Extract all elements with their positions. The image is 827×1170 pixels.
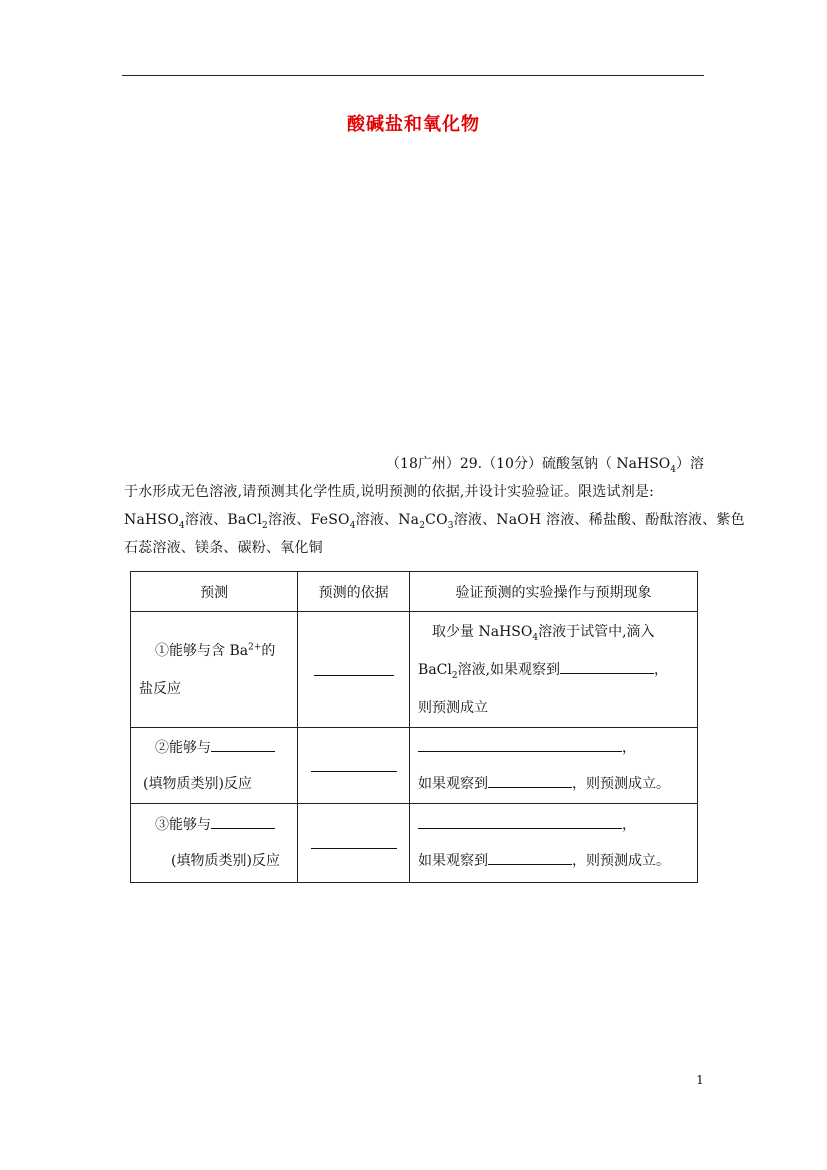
page-number: 1 <box>696 1073 704 1087</box>
operation-line: 则预测成立 <box>418 699 489 716</box>
operation-text: ，则预测成立。 <box>572 775 671 792</box>
operation-text: ，则预测成立。 <box>572 853 671 869</box>
operation-line <box>418 730 689 766</box>
subscript: 4 <box>178 520 185 531</box>
subscript: 4 <box>349 520 356 531</box>
operation-text: 溶液于试管中,滴入 <box>538 623 655 640</box>
operation-cell <box>410 612 698 728</box>
table-header: 预测的依据 <box>298 572 410 612</box>
operation-text: ， <box>654 661 669 678</box>
prediction-line <box>139 807 289 843</box>
prediction-line: (填物质类别)反应 <box>143 775 252 792</box>
prediction-line: (填物质类别)反应 <box>171 853 280 869</box>
operation-cell <box>410 728 698 804</box>
answer-blank[interactable] <box>311 833 397 849</box>
prediction-cell <box>131 804 298 883</box>
operation-line <box>418 807 689 843</box>
operation-line <box>418 843 689 879</box>
operation-text: ， <box>622 739 637 756</box>
subscript: 3 <box>447 520 454 531</box>
question-line-2: 于水形成无色溶液,请预测其化学性质,说明预测的依据,并设计实验验证。限选试剂是: <box>124 484 655 500</box>
answer-table <box>130 571 698 883</box>
question-text <box>124 450 745 562</box>
reagent-text: 溶液、Na <box>355 512 420 528</box>
prediction-text: 的 <box>261 642 276 659</box>
basis-cell <box>298 612 410 728</box>
prediction-text: ①能够与含 Ba <box>155 642 249 659</box>
table-header-row <box>131 572 698 612</box>
header-rule <box>122 75 704 76</box>
superscript: 2+ <box>248 641 262 652</box>
subscript: 2 <box>419 520 426 531</box>
subscript: 2 <box>451 670 458 681</box>
table-header: 验证预测的实验操作与预期现象 <box>410 572 698 612</box>
operation-line <box>418 766 689 802</box>
operation-text: 如果观察到 <box>418 853 489 869</box>
question-line-1-text: （18广州）29.（10分）硫酸氢钠（ NaHSO <box>386 456 671 472</box>
question-line-1-end: ）溶 <box>676 456 704 472</box>
reagent-text: 溶液、BaCl <box>184 512 263 528</box>
reagent-text: 溶液、FeSO <box>267 512 350 528</box>
reagent-text: 溶液、NaOH 溶液、稀盐酸、酚酞溶液、紫色 <box>453 512 745 528</box>
subscript: 4 <box>670 464 676 475</box>
answer-blank[interactable] <box>488 772 572 788</box>
answer-blank[interactable] <box>211 813 275 829</box>
prediction-text: ②能够与 <box>155 739 211 756</box>
prediction-cell <box>131 612 298 728</box>
operation-text: ， <box>622 817 637 833</box>
prediction-text: ③能够与 <box>155 817 211 833</box>
prediction-cell <box>131 728 298 804</box>
basis-cell <box>298 728 410 804</box>
basis-cell <box>298 804 410 883</box>
table-header: 预测 <box>131 572 298 612</box>
operation-text: 取少量 NaHSO <box>432 623 533 640</box>
operation-text: 如果观察到 <box>418 775 489 792</box>
prediction-line <box>139 632 289 670</box>
operation-line <box>418 651 689 689</box>
prediction-line: 盐反应 <box>139 680 181 697</box>
answer-blank[interactable] <box>488 849 572 865</box>
answer-blank[interactable] <box>560 658 654 674</box>
question-line-1 <box>124 450 704 478</box>
operation-text: BaCl <box>418 661 452 678</box>
answer-blank[interactable] <box>211 736 275 752</box>
subscript: 4 <box>532 632 539 643</box>
subscript: 2 <box>262 520 268 531</box>
prediction-line <box>139 730 289 766</box>
question-line-3 <box>124 506 745 534</box>
reagent-text: CO <box>425 512 448 528</box>
answer-blank[interactable] <box>314 660 394 676</box>
table-row <box>131 728 698 804</box>
reagent-text: NaHSO <box>124 512 179 528</box>
operation-cell <box>410 804 698 883</box>
answer-blank[interactable] <box>418 813 622 829</box>
table-row <box>131 612 698 728</box>
answer-blank[interactable] <box>418 736 622 752</box>
operation-text: 溶液,如果观察到 <box>457 661 561 678</box>
page-title: 酸碱盐和氧化物 <box>347 114 480 135</box>
answer-blank[interactable] <box>311 756 397 772</box>
operation-line <box>418 613 689 651</box>
question-line-4: 石蕊溶液、镁条、碳粉、氧化铜 <box>124 540 323 556</box>
table-row <box>131 804 698 883</box>
